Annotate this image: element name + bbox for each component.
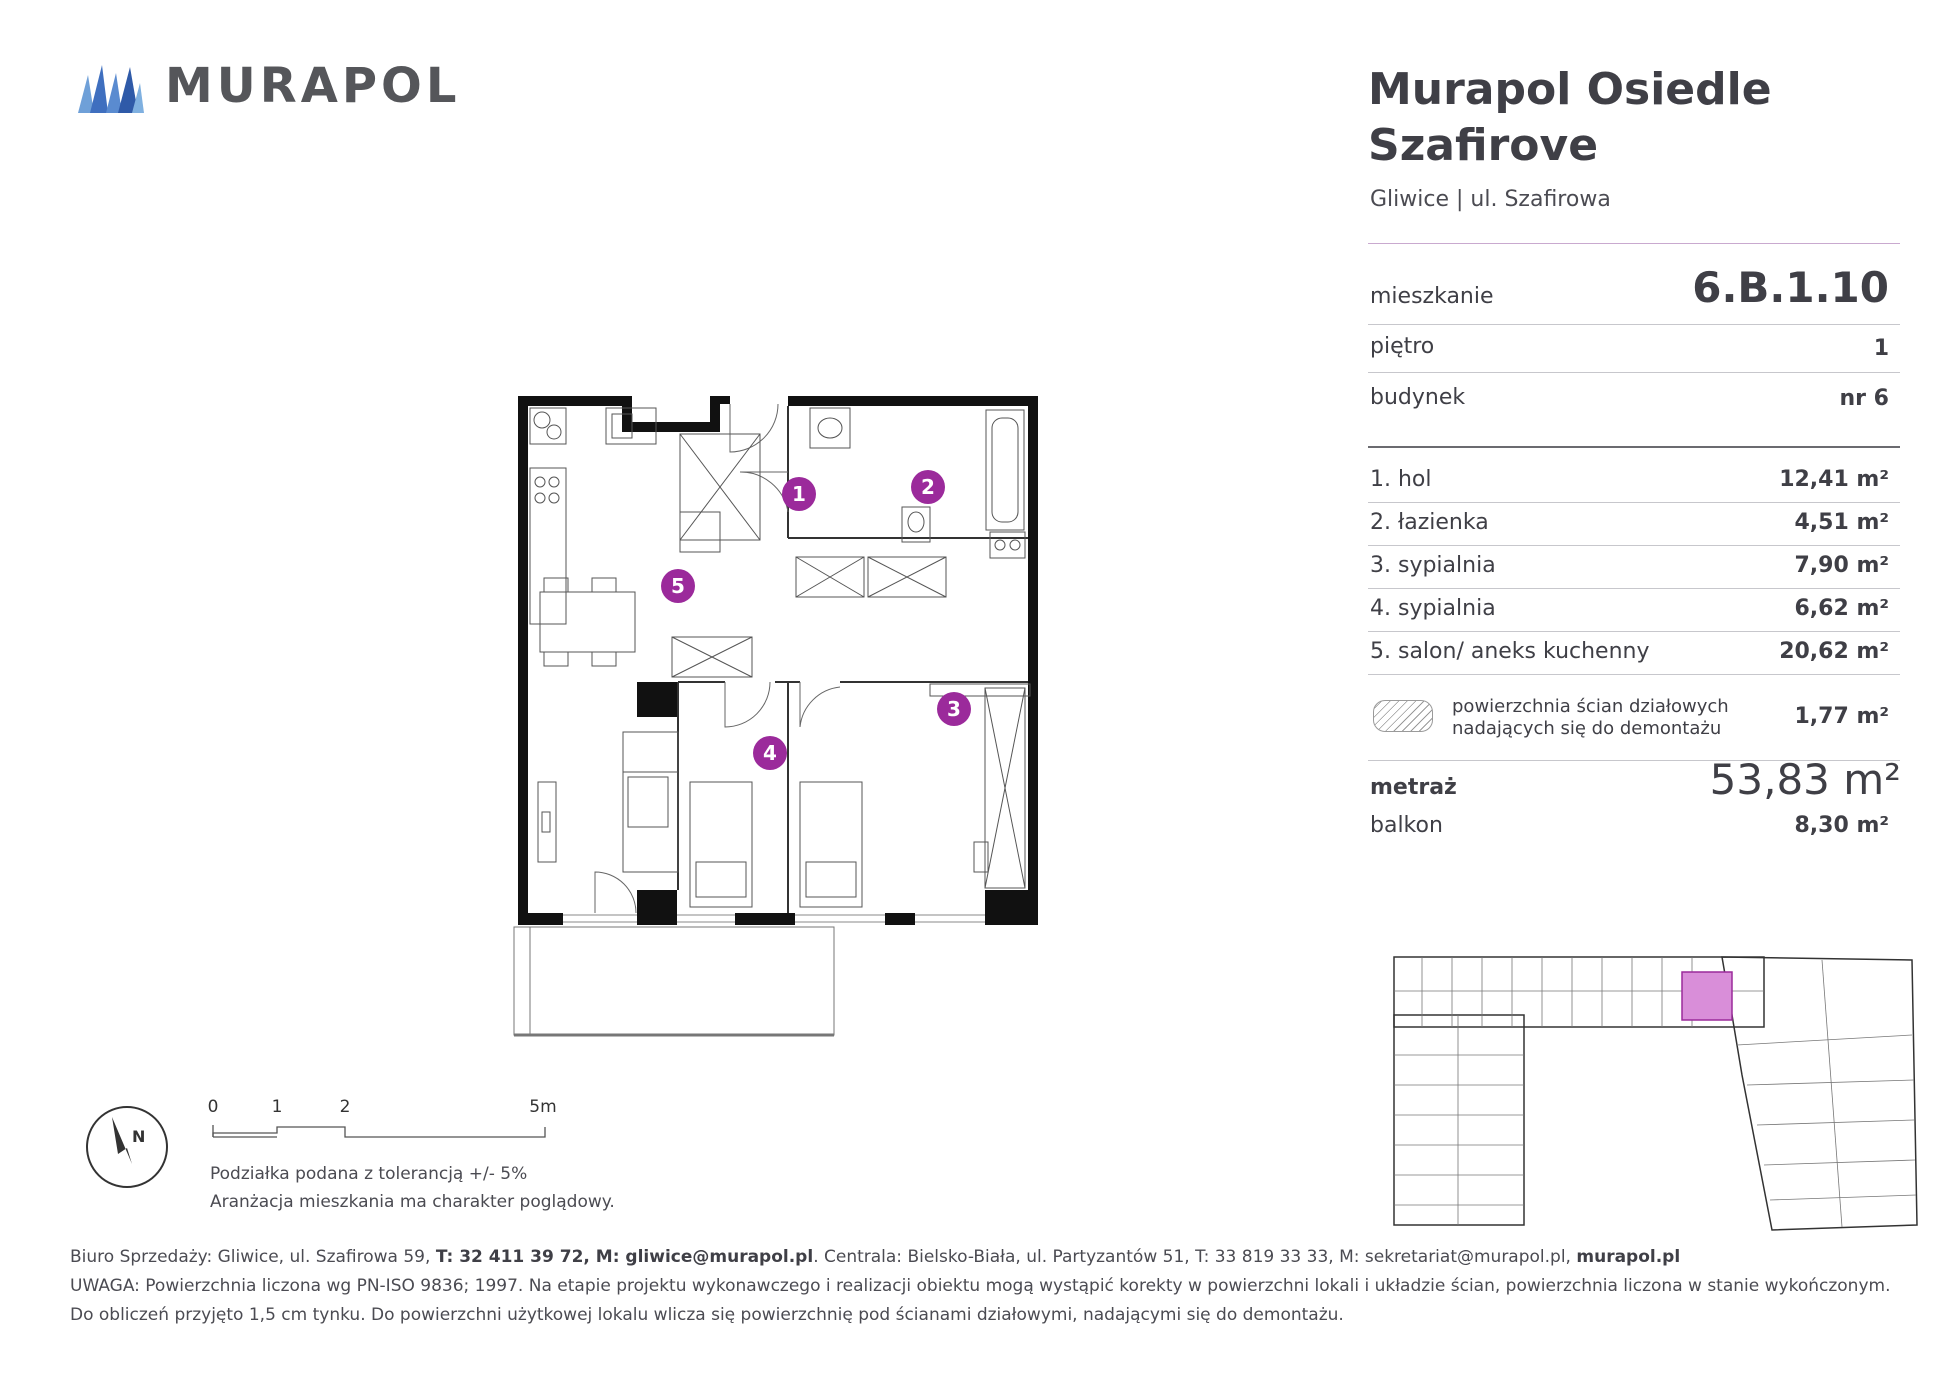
scale-bar (205, 1095, 565, 1147)
building-value: nr 6 (1839, 386, 1889, 411)
floor-plan (510, 392, 1050, 1052)
balcony-value: 8,30 m² (1794, 813, 1889, 838)
apartment-label: mieszkanie (1370, 284, 1494, 309)
compass-icon (82, 1102, 172, 1192)
room-marker: 4 (763, 741, 777, 765)
footer-line2: UWAGA: Powierzchnia liczona wg PN-ISO 9836; 1997. Na etapie projektu wykonawczego i realizacji obiektu mogą wystąpić korekty w powierzchni lokali i układzie ścian, powierzchnia liczona w stanie wykończonym. (70, 1276, 1891, 1296)
partition-label-line1: powierzchnia ścian działowych (1452, 696, 1729, 717)
total-area-value: 53,83 m² (1709, 755, 1901, 804)
partition-label-line2: nadających się do demontażu (1452, 718, 1722, 739)
divider (1368, 674, 1900, 675)
room-marker: 5 (671, 574, 685, 598)
partition-area: 1,77 m² (1794, 704, 1889, 729)
room-area: 4,51 m² (1794, 510, 1889, 535)
scale-note-arrangement: Aranżacja mieszkania ma charakter poglądowy. (210, 1192, 615, 1212)
scale-note-tolerance: Podziałka podana z tolerancją +/- 5% (210, 1164, 528, 1184)
divider (1368, 372, 1900, 373)
compass-label: N (132, 1127, 146, 1146)
project-location: Gliwice | ul. Szafirowa (1370, 187, 1611, 212)
divider (1368, 502, 1900, 503)
room-area: 7,90 m² (1794, 553, 1889, 578)
divider (1368, 243, 1900, 244)
room-area: 6,62 m² (1794, 596, 1889, 621)
divider (1368, 588, 1900, 589)
brand-name: MURAPOL (165, 58, 461, 114)
room-area: 20,62 m² (1779, 639, 1889, 664)
scale-tick-label: 1 (271, 1097, 283, 1117)
scale-tick-label: 0 (207, 1097, 219, 1117)
scale-tick-label: 2 (339, 1097, 351, 1117)
balcony-label: balkon (1370, 813, 1443, 838)
site-plan (1392, 955, 1922, 1235)
floor-value: 1 (1873, 336, 1889, 361)
murapol-logo-icon (78, 65, 144, 113)
scale-note (210, 1160, 615, 1216)
room-marker: 1 (792, 482, 806, 506)
room-label: 4. sypialnia (1370, 596, 1496, 621)
footer-line1: Biuro Sprzedaży: Gliwice, ul. Szafirowa 59, T: 32 411 39 72, M: gliwice@murapol.pl. Centrala: Bielsko-Biała, ul. Partyzantów 51, T: 33 819 33 33, M: sekretariat@murapol.pl, murapol.pl (70, 1247, 1681, 1267)
room-area: 12,41 m² (1779, 467, 1889, 492)
building-label: budynek (1370, 385, 1466, 410)
footer-line3: Do obliczeń przyjęto 1,5 cm tynku. Do powierzchni użytkowej lokalu wlicza się powierzchnię pod ścianami działowymi, nadającymi się do demontażu. (70, 1305, 1344, 1325)
total-area-label: metraż (1370, 775, 1457, 800)
floor-label: piętro (1370, 334, 1435, 359)
divider (1368, 446, 1900, 448)
footer-contact[interactable]: T: 32 411 39 72, M: gliwice@murapol.pl (435, 1247, 814, 1267)
room-label: 2. łazienka (1370, 510, 1489, 535)
apartment-number: 6.B.1.10 (1692, 263, 1889, 312)
footer (70, 1243, 1930, 1330)
partition-hatch-icon (1373, 700, 1433, 732)
apartment-location-highlight (1682, 972, 1732, 1020)
room-marker: 3 (947, 697, 961, 721)
room-label: 3. sypialnia (1370, 553, 1496, 578)
scale-tick-label: 5m (529, 1097, 557, 1117)
footer-website-link[interactable]: murapol.pl (1576, 1247, 1681, 1267)
divider (1368, 545, 1900, 546)
divider (1368, 631, 1900, 632)
room-marker: 2 (921, 475, 935, 499)
partition-label (1452, 696, 1729, 740)
room-label: 1. hol (1370, 467, 1432, 492)
divider (1368, 324, 1900, 325)
room-label: 5. salon/ aneks kuchenny (1370, 639, 1650, 664)
project-title: Murapol Osiedle Szafirove (1368, 64, 1772, 171)
